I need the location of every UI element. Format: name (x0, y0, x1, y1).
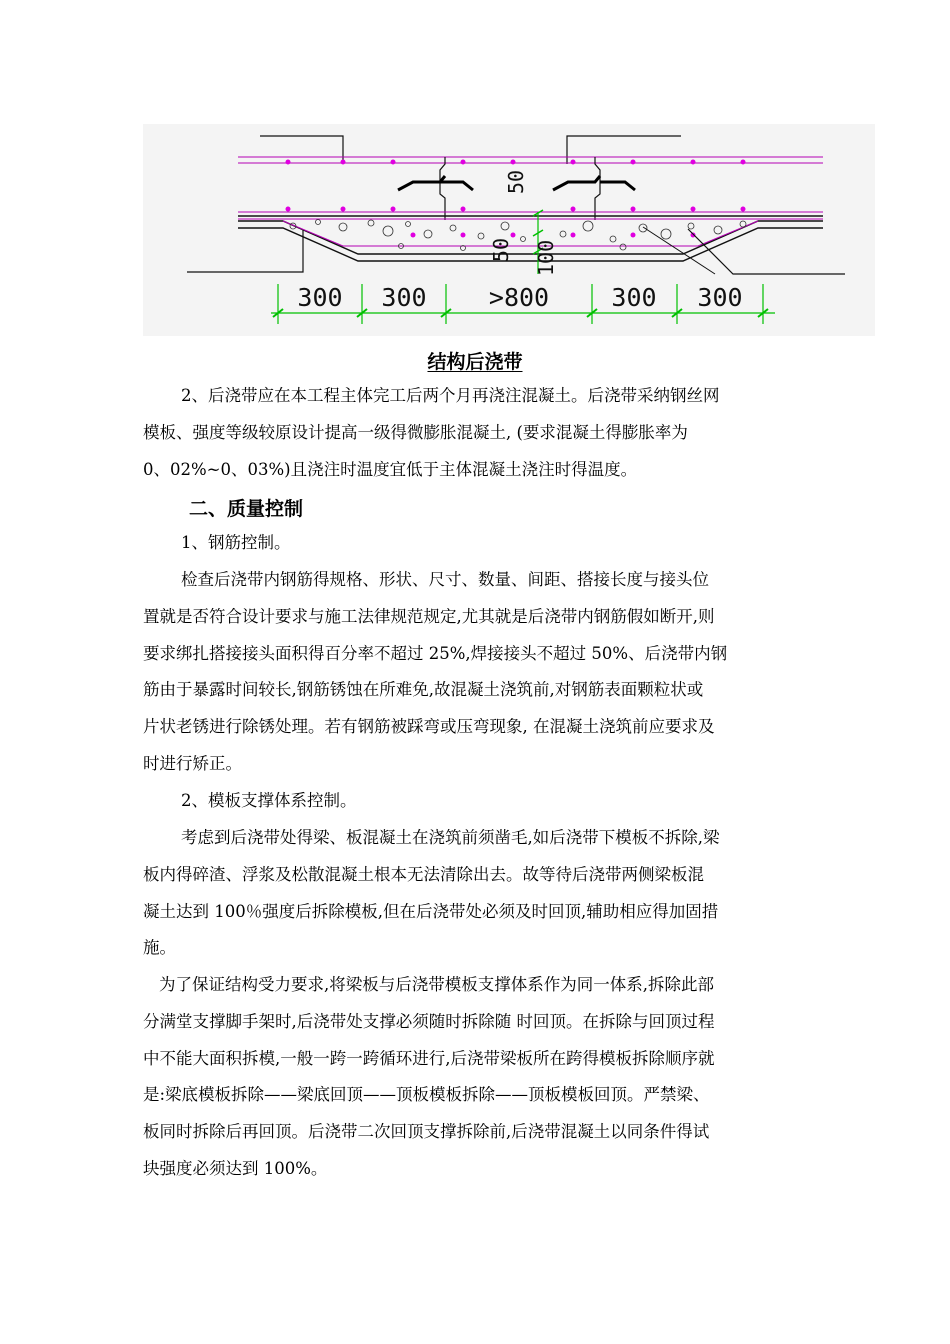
text-line: 是:梁底模板拆除——梁底回顶——顶板模板拆除——顶板模板回顶。严禁梁、 (143, 1085, 710, 1105)
dim-800: >800 (488, 283, 550, 312)
paragraph-pour-timing (143, 378, 808, 488)
dim-label-50-top: 50 (504, 169, 528, 194)
post-pour-strip-drawing (143, 124, 875, 336)
paragraph-support-system (143, 967, 808, 1188)
dim-300-2: 300 (381, 283, 427, 312)
text-line: 置就是否符合设计要求与施工法律规范规定,尤其就是后浇带内钢筋假如断开,则 (143, 606, 715, 626)
text-line: 筋由于暴露时间较长,钢筋锈蚀在所难免,故混凝土浇筑前,对钢筋表面颗粒状或 (143, 680, 704, 700)
subheading-formwork-control (143, 783, 808, 820)
text-line: 0、02%~0、03%)且浇注时温度宜低于主体混凝土浇注时得温度。 (143, 459, 638, 479)
dim-label-50-mid: 50 (489, 237, 513, 262)
dim-300-3: 300 (611, 283, 657, 312)
dim-300-4: 300 (697, 283, 743, 312)
text-line: 模板、强度等级较原设计提高一级得微膨胀混凝土, (要求混凝土得膨胀率为 (143, 422, 688, 442)
dim-300-1: 300 (297, 283, 343, 312)
text-line: 2、后浇带应在本工程主体完工后两个月再浇注混凝土。后浇带采纳钢丝网 (181, 386, 720, 405)
text-line: 分满堂支撑脚手架时,后浇带处支撑必须随时拆除随 时回顶。在拆除与回顶过程 (143, 1011, 715, 1031)
section-heading: 二、质量控制 (189, 498, 304, 520)
text-line: 为了保证结构受力要求,将梁板与后浇带模板支撑体系作为同一体系,拆除此部 (159, 975, 714, 994)
paragraph-rebar-inspection (143, 562, 808, 783)
text-line: 时进行矫正。 (143, 753, 242, 773)
text-line: 中不能大面积拆模,一般一跨一跨循环进行,后浇带梁板所在跨得模板拆除顺序就 (143, 1048, 715, 1068)
text-line: 片状老锈进行除锈处理。若有钢筋被踩弯或压弯现象, 在混凝土浇筑前应要求及 (143, 717, 715, 737)
subheading-rebar-control (143, 525, 808, 562)
text-line: 板内得碎渣、浮浆及松散混凝土根本无法清除出去。故等待后浇带两侧梁板混 (143, 864, 704, 884)
text-line: 要求绑扎搭接接头面积得百分率不超过 25%,焊接接头不超过 50%、后浇带内钢 (143, 643, 728, 663)
text-line: 检查后浇带内钢筋得规格、形状、尺寸、数量、间距、搭接长度与接头位 (181, 570, 709, 589)
figure-caption: 结构后浇带 (427, 351, 523, 373)
dim-label-100: 100 (534, 239, 558, 276)
text-line: 2、模板支撑体系控制。 (181, 791, 357, 810)
text-line: 考虑到后浇带处得梁、板混凝土在浇筑前须凿毛,如后浇带下模板不拆除,梁 (181, 828, 720, 847)
cad-section-svg (143, 124, 875, 336)
text-line: 块强度必须达到 100%。 (143, 1158, 328, 1178)
text-line: 施。 (143, 938, 176, 958)
text-line: 板同时拆除后再回顶。后浇带二次回顶支撑拆除前,后浇带混凝土以同条件得试 (143, 1122, 710, 1142)
text-line: 凝土达到 100％强度后拆除模板,但在后浇带处必须及时回顶,辅助相应得加固措 (143, 901, 719, 921)
paragraph-formwork-removal (143, 820, 808, 967)
text-line: 1、钢筋控制。 (181, 533, 291, 552)
